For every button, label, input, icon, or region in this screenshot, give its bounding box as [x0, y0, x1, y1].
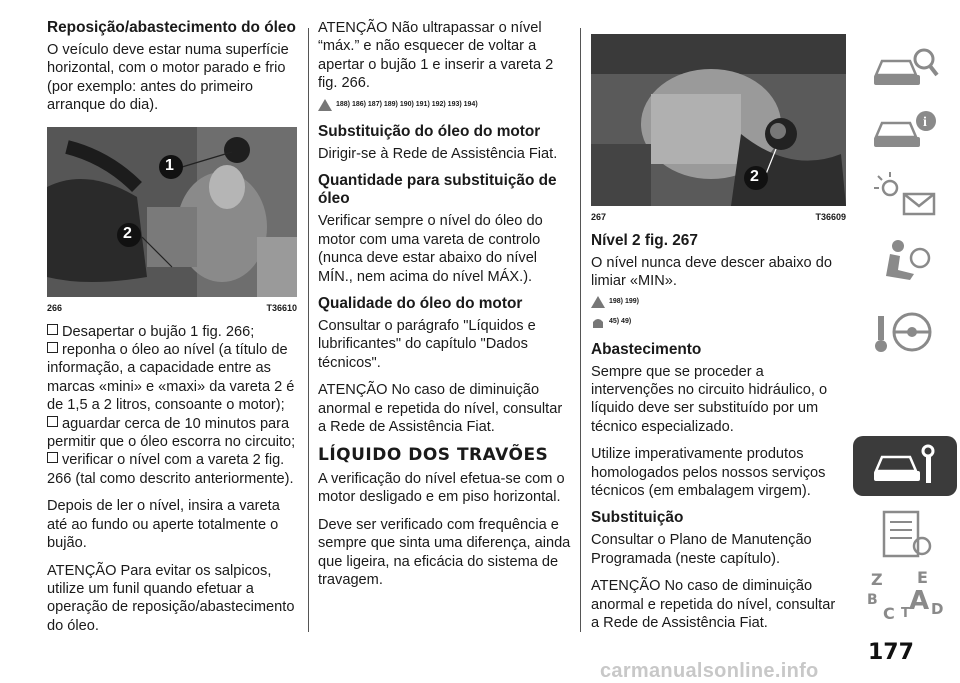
lights-mail-icon — [870, 170, 940, 222]
paragraph-filling-2: Utilize imperativamente produtos homologados pelos nossos serviços técnicos (em embalagem virgem). — [591, 446, 826, 500]
paragraph-brake-check: A verificação do nível efetua-se com o motor desligado e em piso horizontal. — [318, 470, 565, 506]
paragraph-filling-1: Sempre que se proceder a intervenções no circuito hidráulico, o líquido deve ser substituído por um técnico especializado. — [591, 363, 828, 435]
paragraph-attention-max: ATENÇÃO Não ultrapassar o nível “máx.” e não esquecer de voltar a apertar o bujão 1 e inserir a vareta 2 fig. 266. — [318, 20, 554, 92]
tab-car-search[interactable] — [853, 38, 957, 98]
column-divider — [308, 28, 309, 632]
column-2 — [318, 19, 574, 598]
figure-code: T36610 — [266, 302, 297, 313]
caution-references: 45) 49) — [591, 313, 846, 331]
bullet-square-icon — [47, 416, 58, 427]
tab-key-steering[interactable] — [853, 302, 957, 362]
warning-references: 188) 186) 187) 189) 190) 191) 192) 193) 194) — [318, 96, 574, 114]
callout-1: 1 — [165, 156, 174, 174]
paragraph-attention-funnel: ATENÇÃO Para evitar os salpicos, utilize um funil quando efetuar a operação de reposição/abastecimento do óleo. — [47, 562, 295, 634]
heading-level: Nível 2 fig. 267 — [591, 232, 698, 249]
key-steering-icon — [870, 306, 940, 358]
bullet-item: aguardar cerca de 10 minutos para permitir que o óleo escorra no circuito; — [47, 415, 296, 451]
paragraph-after-reading: Depois de ler o nível, insira a vareta até ao fundo ou aperte totalmente o bujão. — [47, 498, 280, 552]
heading-brake-fluid: LÍQUIDO DOS TRAVÕES — [318, 444, 549, 465]
column-1 — [47, 19, 297, 644]
callout-2: 2 — [750, 168, 759, 185]
paragraph-level: O nível nunca deve descer abaixo do limiar «MIN». — [591, 255, 832, 290]
svg-text:i: i — [923, 115, 927, 130]
paragraph-oil-quantity: Verificar sempre o nível do óleo do motor com uma vareta de controlo (nunca deve estar abaixo do nível MÍN., nem acima do nível MÁX.). — [318, 213, 543, 285]
checklist-icon — [870, 508, 940, 560]
heading-oil-quality: Qualidade do óleo do motor — [318, 295, 523, 313]
paragraph-replacement-1: Consultar o Plano de Manutenção Programada (neste capítulo). — [591, 532, 812, 567]
alphabet-index-icon: Z E B C T A D — [867, 568, 944, 623]
warning-references: 198) 199) — [591, 293, 846, 311]
tab-alphabet-index[interactable] — [853, 566, 957, 626]
figure-code: T36609 — [815, 212, 846, 222]
bullet-item: reponha o óleo ao nível (a título de informação, a capacidade entre as marcas «mini» e «maxi» da vareta 2 é de 1,5 a 2 litros, consoante o motor); — [47, 342, 295, 414]
tab-car-wrench[interactable] — [853, 436, 957, 496]
figure-caption-266 — [47, 299, 297, 311]
paragraph-intro: O veículo deve estar numa superfície horizontal, com o motor parado e frio (por exemplo: antes do primeiro arranque do dia). — [47, 42, 289, 114]
caution-hand-icon — [591, 316, 605, 328]
bullet-square-icon — [47, 342, 58, 353]
heading-replacement: Substituição — [591, 509, 684, 527]
tab-seat-airbag[interactable] — [853, 232, 957, 292]
car-wrench-icon — [870, 443, 940, 489]
paragraph-replacement-2: ATENÇÃO No caso de diminuição anormal e repetida do nível, consultar a Rede de Assistência Fiat. — [591, 578, 836, 632]
footer-watermark: carmanualsonline.info — [600, 660, 819, 682]
figure-number: 267 — [591, 212, 607, 222]
paragraph-oil-quality: Consultar o parágrafo "Líquidos e lubrificantes" do capítulo "Dados técnicos". — [318, 318, 536, 371]
warning-triangle-icon — [318, 99, 332, 111]
figure-number: 266 — [47, 302, 63, 313]
heading-filling: Abastecimento — [591, 340, 702, 358]
bullet-square-icon — [47, 324, 58, 335]
heading-oil-replacement: Substituição do óleo do motor — [318, 123, 541, 141]
section-title-oil-refill: Reposição/abastecimento do óleo — [47, 19, 296, 36]
car-search-icon — [870, 45, 940, 91]
column-3 — [591, 34, 846, 642]
warning-triangle-icon — [591, 296, 605, 308]
bullet-square-icon — [47, 452, 58, 463]
callout-2: 2 — [123, 224, 132, 242]
car-info-icon — [870, 107, 940, 153]
tab-lights-mail[interactable] — [853, 166, 957, 226]
bullet-item: Desapertar o bujão 1 fig. 266; — [47, 323, 297, 341]
seat-airbag-icon — [870, 236, 940, 288]
heading-oil-quantity: Quantidade para substituição de óleo — [318, 172, 557, 208]
paragraph-brake-frequency: Deve ser verificado com frequência e sempre que sinta uma diferença, ainda que ligeira, na eficácia do sistema de travagem. — [318, 516, 571, 588]
tab-car-info[interactable] — [853, 100, 957, 160]
page-number: 177 — [868, 640, 914, 665]
engine-photo-267 — [591, 34, 846, 206]
engine-photo-266 — [47, 127, 297, 297]
tab-checklist[interactable] — [853, 504, 957, 564]
column-divider — [580, 28, 581, 632]
paragraph-attention-decrease: ATENÇÃO No caso de diminuição anormal e repetida do nível, consultar a Rede de Assistência Fiat. — [318, 382, 563, 436]
bullet-item: verificar o nível com a vareta 2 fig. 266 (tal como descrito anteriormente). — [47, 452, 294, 487]
figure-caption-267 — [591, 208, 846, 220]
paragraph-oil-replacement: Dirigir-se à Rede de Assistência Fiat. — [318, 146, 558, 163]
